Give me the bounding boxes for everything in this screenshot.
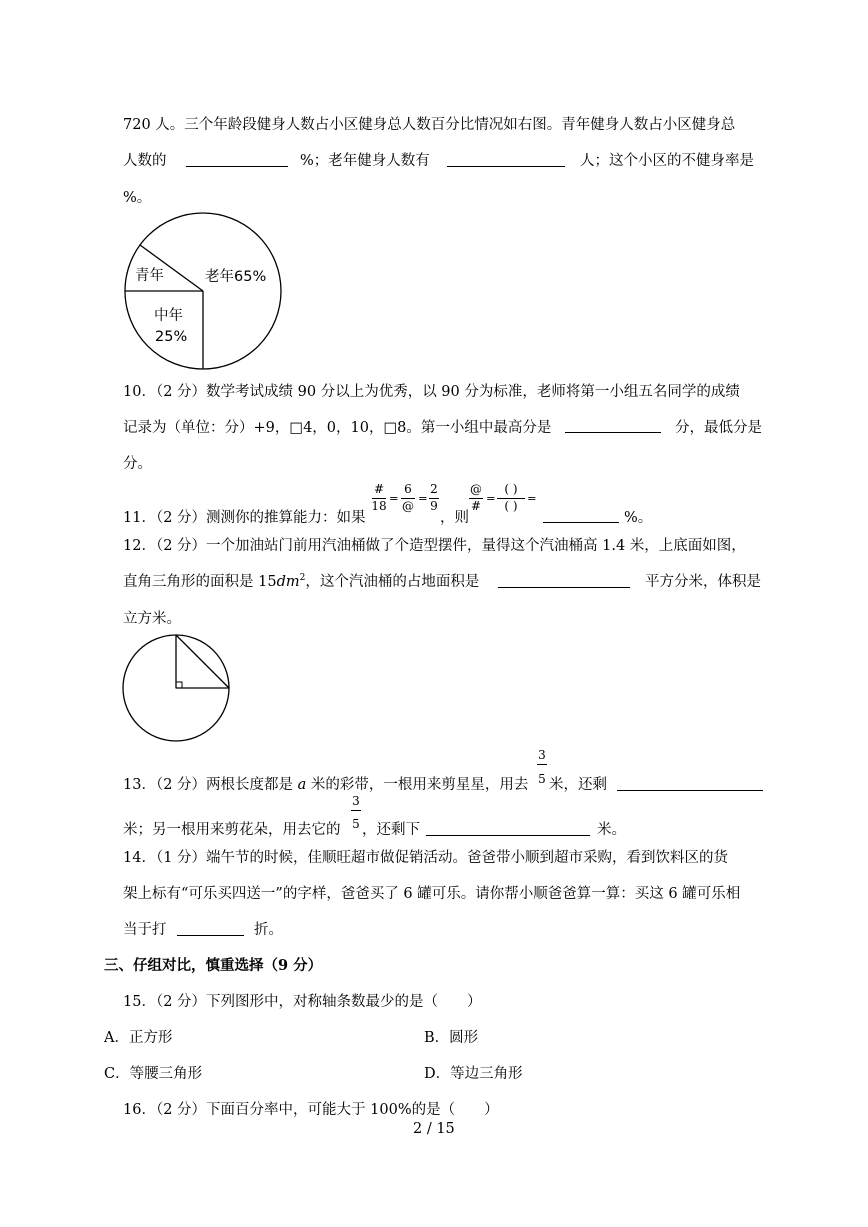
q11-frac3-num: 2 <box>430 482 438 496</box>
section3-title: 三、仔组对比，慎重选择（9 分） <box>104 957 323 974</box>
q12-circle-triangle-diagram <box>120 632 232 744</box>
q11-eq2: = <box>418 491 428 505</box>
q12-line2-part1: 直角三角形的面积是 $15dm^2$，这个汽油桶的占地面积是 <box>123 573 480 590</box>
q10-line1: 10．（2 分）数学考试成绩 90 分以上为优秀，以 90 分为标准，老师将第一小组五名同学的成绩 <box>123 384 740 400</box>
q14-line3-part1: 当于打 <box>123 922 167 938</box>
q11-eq4: = <box>527 491 537 505</box>
q15-option-c[interactable]: C．等腰三角形 <box>104 1066 203 1082</box>
q14-line3-part2: 折。 <box>254 922 283 938</box>
q11-prefix: 11．（2 分）测测你的推算能力：如果 <box>123 510 366 526</box>
q11-frac5-num: ( ) <box>504 482 518 496</box>
q15-option-b[interactable]: B．圆形 <box>424 1030 479 1046</box>
q13-frac2-den: 5 <box>352 817 360 831</box>
pie-label-old: 老年65% <box>205 269 267 285</box>
q11-frac2-num: 6 <box>404 482 412 496</box>
q10-line2-part1: 记录为（单位：分）+9，□4，0，10，□8。第一小组中最高分是 <box>123 420 552 436</box>
q13-blank-star[interactable] <box>617 790 763 791</box>
q12-line1: 12．（2 分）一个加油站门前用汽油桶做了个造型摆件，量得这个汽油桶高 1.4 米，上底面如图， <box>123 538 746 554</box>
q9-line2-part2: %；老年健身人数有 <box>300 153 430 169</box>
q13-frac2-num: 3 <box>352 794 360 808</box>
q11-then: ，则 <box>440 510 469 526</box>
q10-line3: 分。 <box>123 456 152 472</box>
q13-line2-part1: 米；另一根用来剪花朵，用去它的 <box>123 822 341 838</box>
q13-blank-flower[interactable] <box>426 835 590 836</box>
q11-eq1: = <box>389 491 399 505</box>
q12-blank-area[interactable] <box>498 587 630 588</box>
q15-option-d[interactable]: D．等边三角形 <box>424 1066 523 1082</box>
q11-frac2-den: @ <box>402 499 414 513</box>
q13-frac1-den: 5 <box>538 772 546 786</box>
q9-pie-diagram <box>118 211 290 373</box>
q10-line2-part2: 分，最低分是 <box>675 420 762 436</box>
q11-frac1-num: # <box>373 482 385 496</box>
q13-line2-part2: ，还剩下 <box>362 822 420 838</box>
q15-option-a[interactable]: A．正方形 <box>104 1030 173 1046</box>
q10-blank-highest[interactable] <box>565 432 661 433</box>
q11-blank-percent[interactable] <box>543 522 619 523</box>
q15-stem: 15．（2 分）下列图形中，对称轴条数最少的是（ ） <box>123 994 482 1010</box>
page-number: 2 / 15 <box>413 1121 455 1137</box>
q12-line2-part2: 平方分米，体积是 <box>645 574 761 590</box>
q11-frac4-den: # <box>470 499 482 513</box>
q14-line2: 架上标有“可乐买四送一”的字样，爸爸买了 6 罐可乐。请你帮小顺爸爸算一算：买这 6 罐可乐相 <box>123 886 741 902</box>
q16-stem: 16．（2 分）下面百分率中，可能大于 100%的是（ ） <box>123 1102 499 1118</box>
q13-line1-part1: 13．（2 分）两根长度都是 a 米的彩带，一根用来剪星星，用去 <box>123 777 529 793</box>
q11-frac1-den: 18 <box>371 499 387 513</box>
q11-suffix: %。 <box>624 510 653 526</box>
q13-line2-part3: 米。 <box>597 822 626 838</box>
q11-frac3-den: 9 <box>430 499 438 513</box>
q9-blank-old-count[interactable] <box>447 166 565 167</box>
q13-frac1-num: 3 <box>538 748 546 762</box>
q9-line1: 720 人。三个年龄段健身人数占小区健身总人数百分比情况如右图。青年健身人数占小区健身总 <box>123 117 736 133</box>
pie-label-middle: 中年 <box>154 308 183 324</box>
q9-blank-young-percent[interactable] <box>186 166 288 167</box>
q11-frac4-num: @ <box>470 482 482 496</box>
q9-line2-part3: 人；这个小区的不健身率是 <box>580 153 754 169</box>
q9-line3: %。 <box>123 190 152 206</box>
q11-eq3: = <box>486 491 496 505</box>
q14-line1: 14．（1 分）端午节的时候，佳顺旺超市做促销活动。爸爸带小顺到超市采购，看到饮料区的货 <box>123 850 729 866</box>
pie-label-young: 青年 <box>135 268 164 284</box>
q11-frac5-den: ( ) <box>504 499 518 513</box>
q12-line3: 立方米。 <box>123 611 181 627</box>
q13-line1-part2: 米，还剩 <box>549 777 607 793</box>
pie-label-middle-pct: 25% <box>155 329 188 345</box>
q9-line2-part1: 人数的 <box>123 153 167 169</box>
q14-blank-discount[interactable] <box>177 935 244 936</box>
